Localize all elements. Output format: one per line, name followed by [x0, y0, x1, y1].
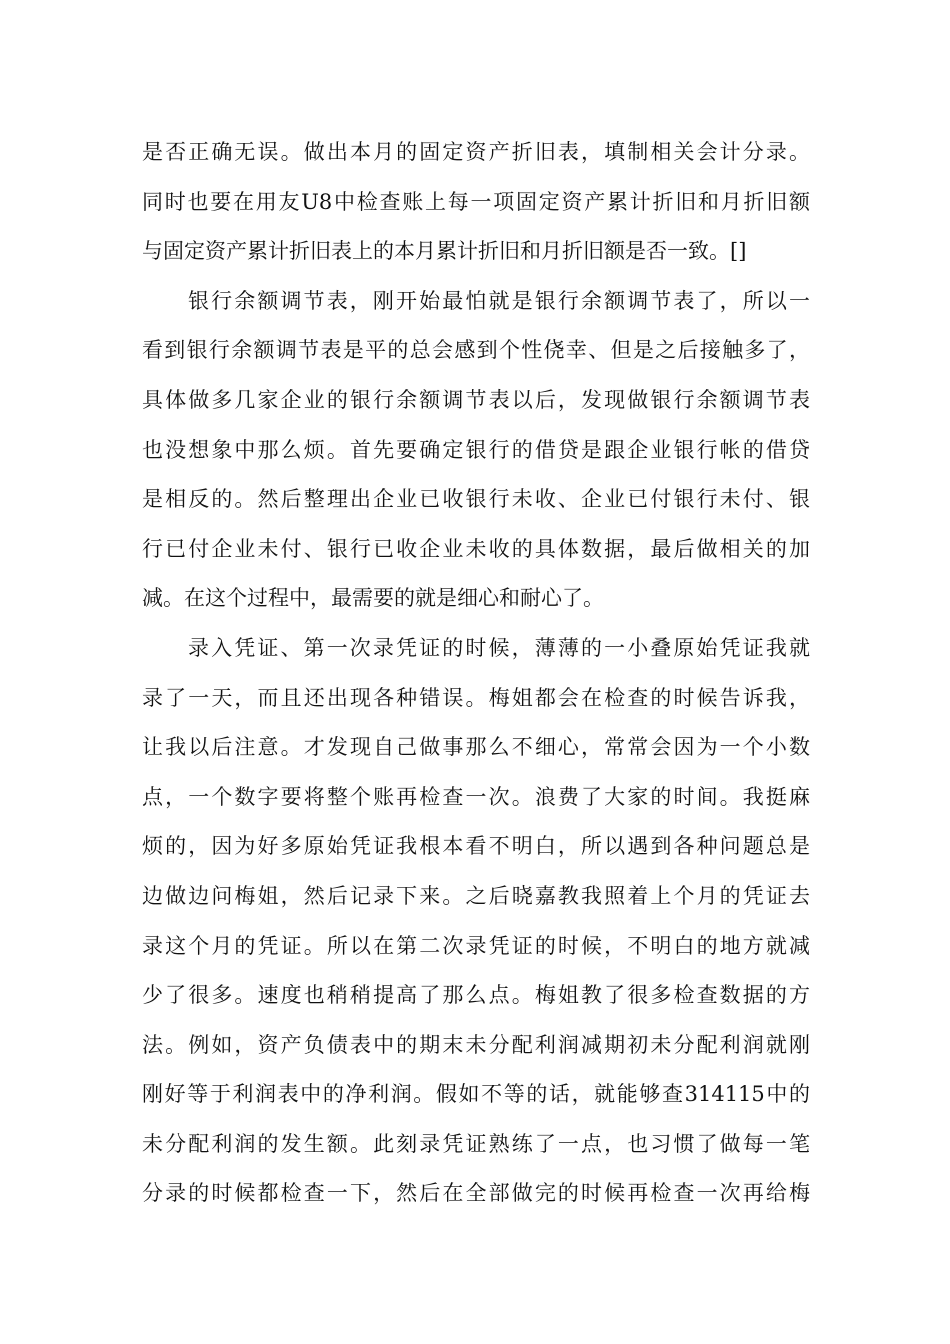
text-line: 与固定资产累计折旧表上的本月累计折旧和月折旧额是否一致。[]: [142, 239, 747, 264]
text-line: 录这个月的凭证。所以在第二次录凭证的时候，不明白的地方就减: [142, 933, 810, 958]
text-line: 具体做多几家企业的银行余额调节表以后，发现做银行余额调节表: [142, 387, 810, 412]
text-line: 刚好等于利润表中的净利润。假如不等的话，就能够查314115中的: [142, 1082, 810, 1107]
body-text: [142, 128, 810, 1219]
text-line: 是否正确无误。做出本月的固定资产折旧表，填制相关会计分录。: [142, 140, 810, 164]
text-line: 点，一个数字要将整个账再检查一次。浪费了大家的时间。我挺麻: [142, 784, 810, 809]
text-line: 同时也要在用友U8中检查账上每一项固定资产累计折旧和月折旧额: [142, 189, 810, 214]
text-line: 减。在这个过程中，最需要的就是细心和耐心了。: [142, 586, 604, 611]
text-line: 边做边问梅姐，然后记录下来。之后晓嘉教我照着上个月的凭证去: [142, 883, 810, 908]
text-line: 让我以后注意。才发现自己做事那么不细心，常常会因为一个小数: [142, 735, 810, 760]
text-line: 分录的时候都检查一下，然后在全部做完的时候再检查一次再给梅: [142, 1181, 810, 1206]
text-line: 录入凭证、第一次录凭证的时候，薄薄的一小叠原始凭证我就: [188, 635, 810, 660]
text-line: 银行余额调节表，刚开始最怕就是银行余额调节表了，所以一: [188, 288, 810, 313]
text-line: 是相反的。然后整理出企业已收银行未收、企业已付银行未付、银: [142, 487, 810, 512]
text-line: 录了一天，而且还出现各种错误。梅姐都会在检查的时候告诉我，: [142, 685, 810, 710]
text-line: 法。例如，资产负债表中的期末未分配利润减期初未分配利润就刚: [142, 1032, 810, 1057]
text-line: 看到银行余额调节表是平的总会感到个性侥幸、但是之后接触多了，: [142, 338, 810, 363]
text-line: 未分配利润的发生额。此刻录凭证熟练了一点，也习惯了做每一笔: [142, 1131, 810, 1156]
text-line: 也没想象中那么烦。首先要确定银行的借贷是跟企业银行帐的借贷: [142, 437, 810, 462]
text-line: 少了很多。速度也稍稍提高了那么点。梅姐教了很多检查数据的方: [142, 983, 810, 1008]
text-line: 烦的，因为好多原始凭证我根本看不明白，所以遇到各种问题总是: [142, 834, 810, 859]
text-line: 行已付企业未付、银行已收企业未收的具体数据，最后做相关的加: [142, 536, 810, 561]
